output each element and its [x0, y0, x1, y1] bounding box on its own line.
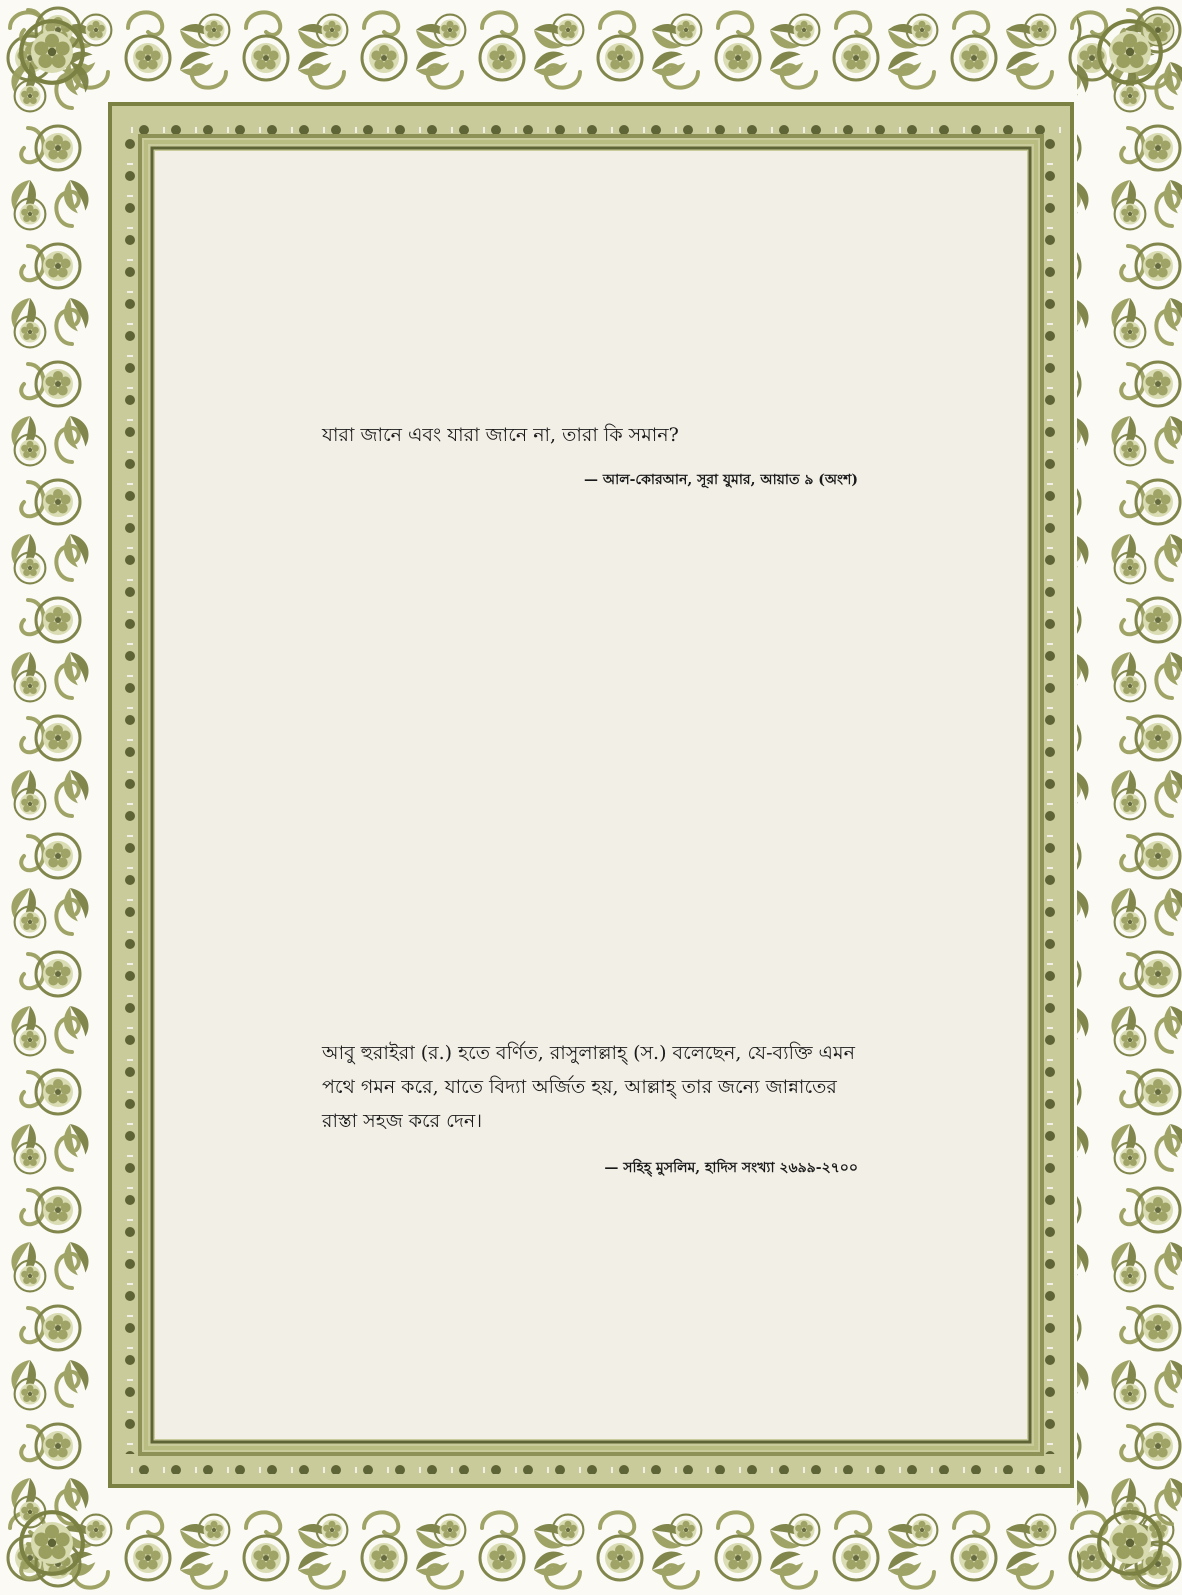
quran-quote: [322, 418, 858, 492]
quote-text: আবু হুরাইরা (র.) হতে বর্ণিত, রাসুলাল্লাহ্ (স.) বলেছেন, যে-ব্যক্তি এমন পথে গমন করে, যাতে বিদ্যা অর্জিত হয়, আল্লাহ্ তার জন্যে জান্নাতের রাস্তা সহজ করে দেন।: [322, 1042, 855, 1132]
quote-source: — সহিহ্ মুসলিম, হাদিস সংখ্যা ২৬৯৯-২৭০০: [604, 1160, 858, 1176]
hadith-quote: [322, 1036, 858, 1180]
quote-source: — আল-কোরআন, সূরা যুমার, আয়াত ৯ (অংশ): [583, 472, 858, 488]
quote-text: যারা জানে এবং যারা জানে না, তারা কি সমান?: [322, 424, 679, 446]
